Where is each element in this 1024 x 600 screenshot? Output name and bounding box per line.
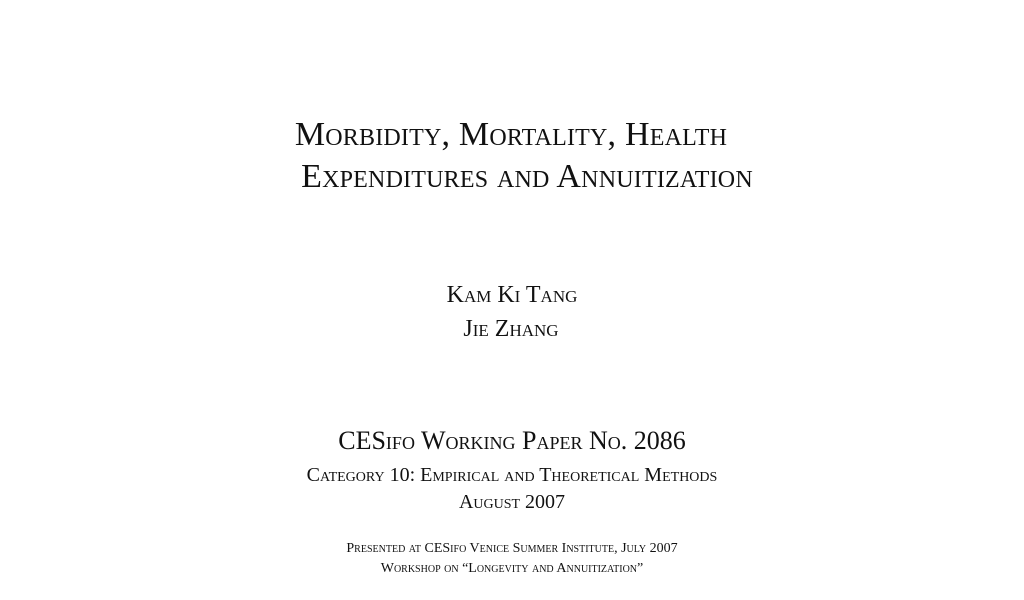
working-paper-series: CESifo Working Paper No. 2086 <box>338 426 686 455</box>
paper-category: Category 10: Empirical and Theoretical Methods <box>306 464 718 486</box>
author-2: Jie Zhang <box>463 316 559 342</box>
presentation-note: Presented at CESifo Venice Summer Institute, July 2007 <box>346 541 678 556</box>
paper-title-line-1: Morbidity, Mortality, Health <box>294 116 728 153</box>
author-1: Kam Ki Tang <box>446 282 578 308</box>
publication-date: August 2007 <box>458 491 566 513</box>
workshop-note: Workshop on “Longevity and Annuitization” <box>380 561 644 576</box>
paper-title-line-2: Expenditures and Annuitization <box>301 158 753 195</box>
